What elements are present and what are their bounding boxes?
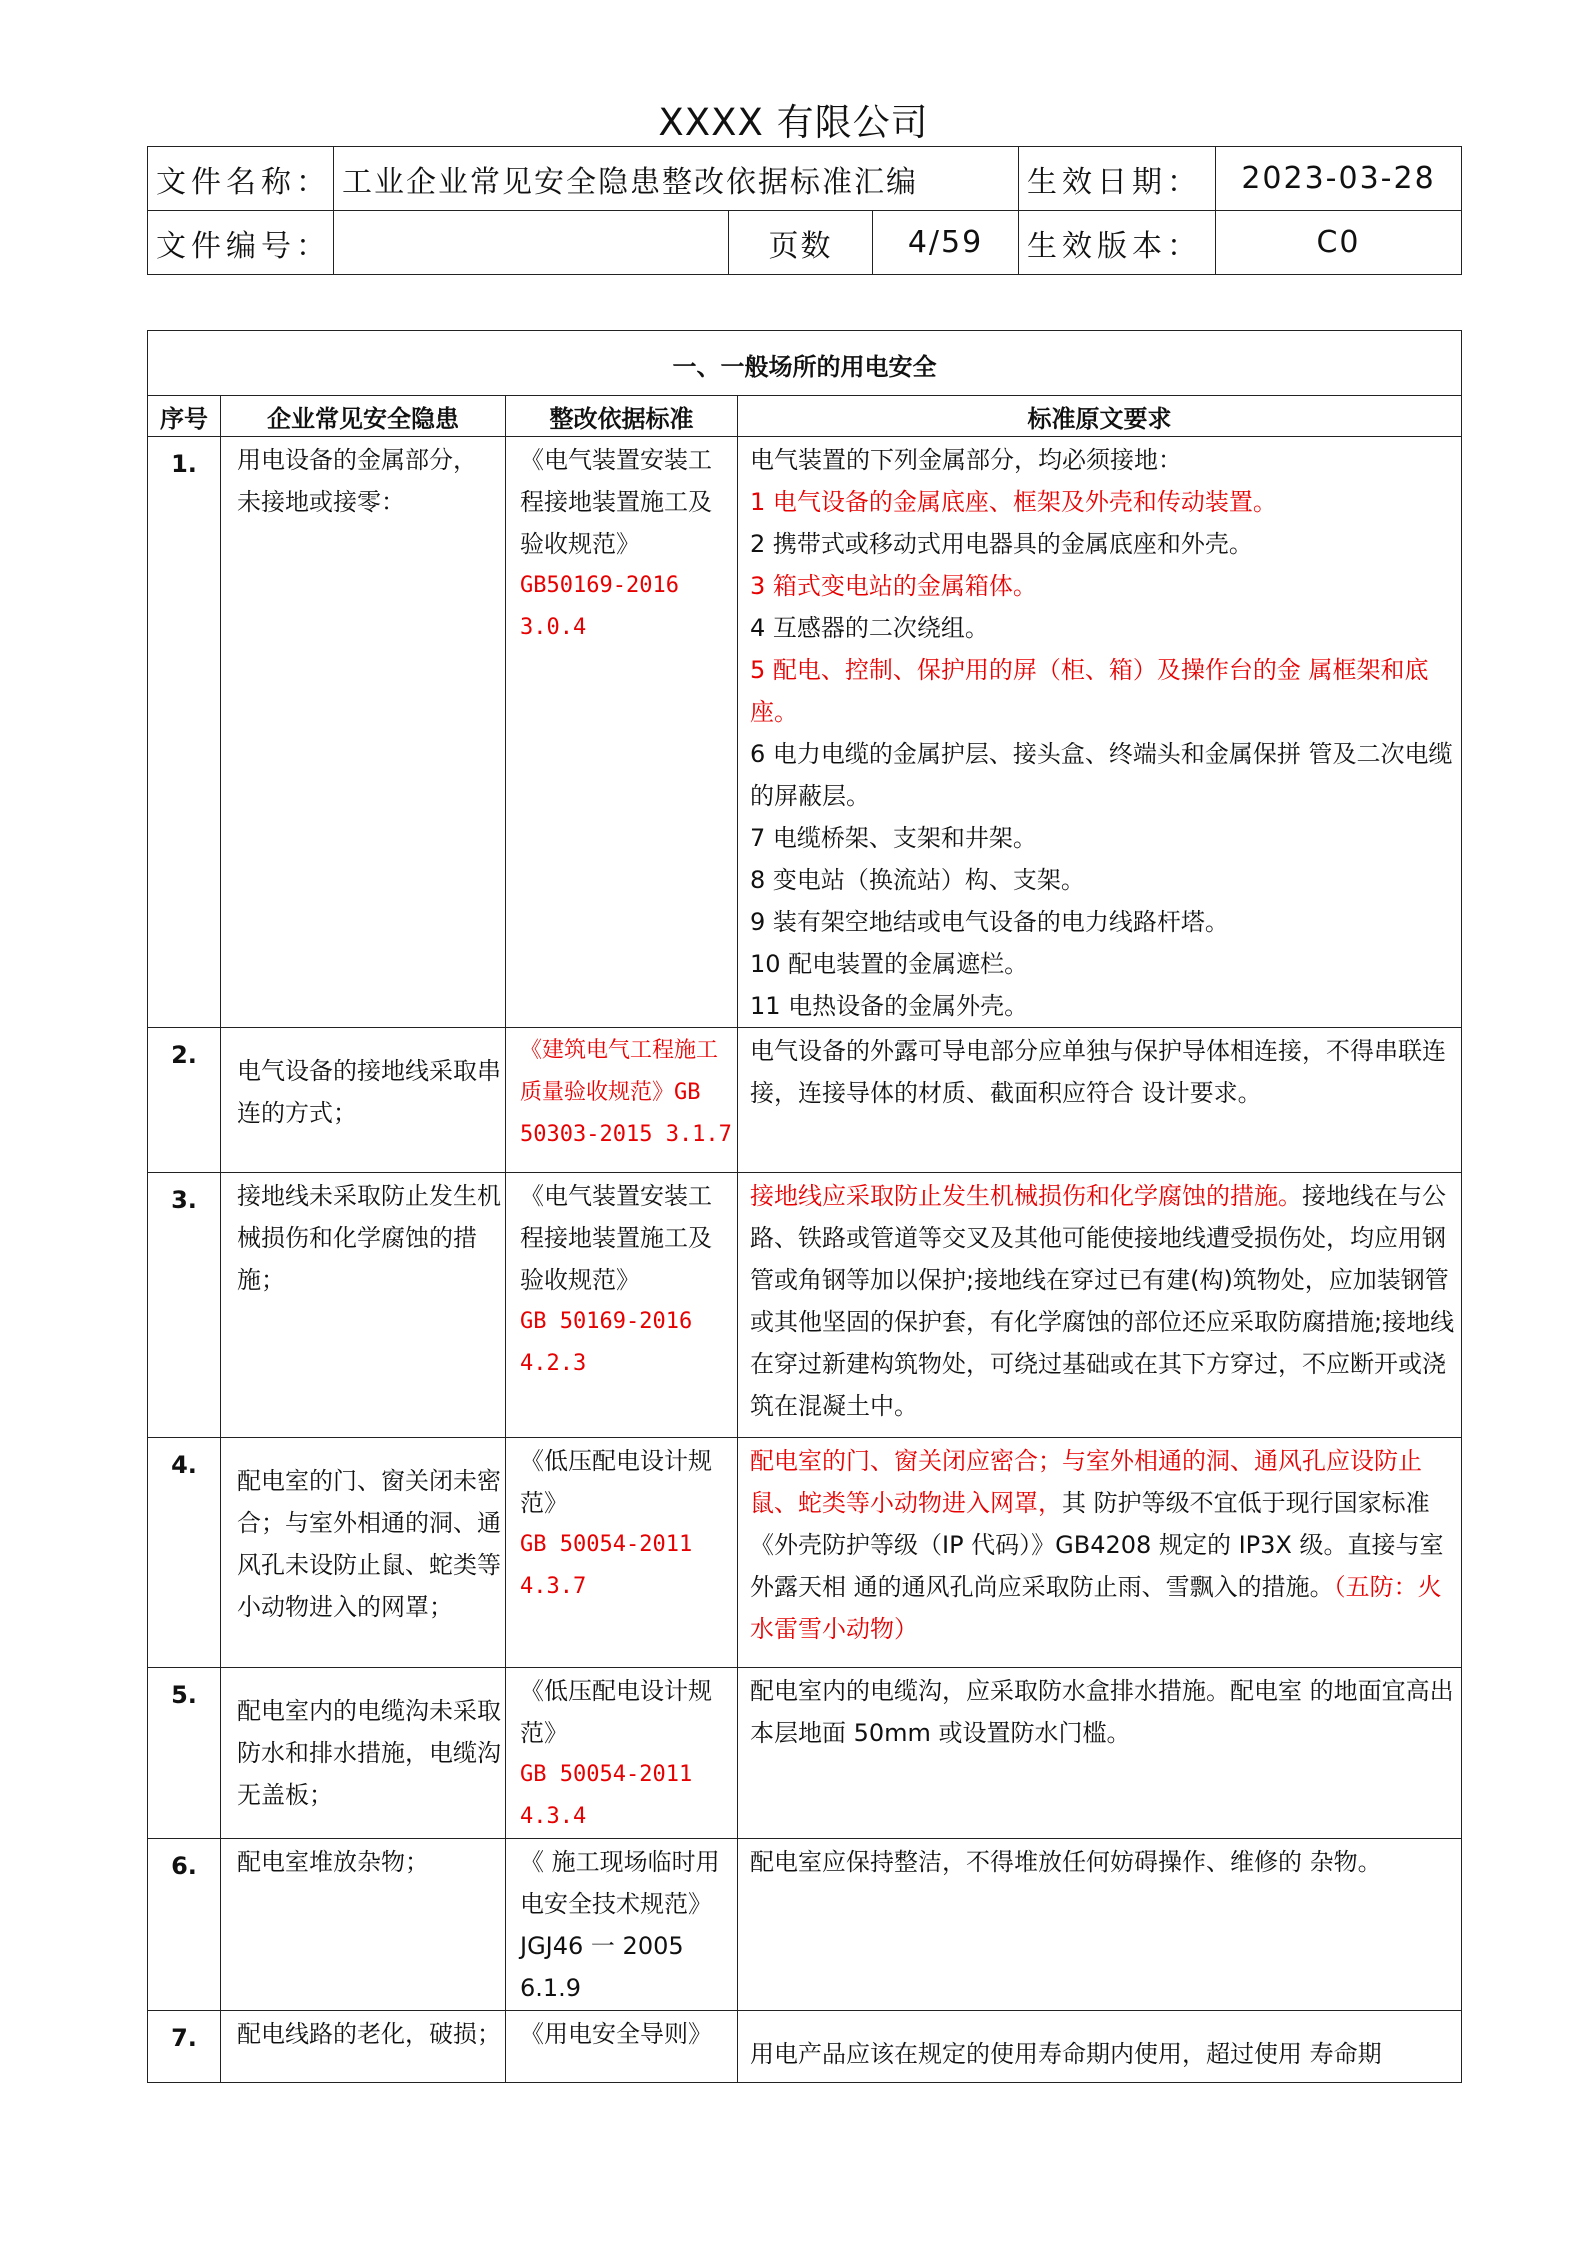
requirement-text: 电气设备的外露可导电部分应单独与保护导体相连接，不得串联连接，连接导体的材质、截面积应符合 设计要求。 [750, 1037, 1446, 1107]
standard-name: 《低压配电设计规范》 [520, 1447, 712, 1517]
requirement-cell [738, 437, 1462, 1028]
row-number: 5. [148, 1668, 221, 1839]
requirement-item: 2 携带式或移动式用电器具的金属底座和外壳。 [750, 530, 1253, 558]
hazard-cell: 用电设备的金属部分， 未接地或接零： [221, 437, 506, 1028]
requirement-item: 3 箱式变电站的金属箱体。 [750, 572, 1037, 600]
pages-value: 4/59 [873, 211, 1019, 275]
standard-code: GB 50169-2016 4.2.3 [520, 1309, 693, 1376]
requirement-item: 11 电热设备的金属外壳。 [750, 992, 1029, 1020]
section-title: 一、一般场所的用电安全 [148, 331, 1462, 396]
hazard-cell: 配电线路的老化，破损； [221, 2011, 506, 2083]
basis-cell [506, 2011, 738, 2083]
requirement-item: 10 配电装置的金属遮栏。 [750, 950, 1029, 978]
standard-code: GB 50054-2011 4.3.7 [520, 1532, 693, 1599]
basis-cell [506, 1438, 738, 1668]
standard-code: GB50169-2016 3.0.4 [520, 573, 679, 640]
column-header-basis: 整改依据标准 [506, 396, 738, 437]
requirement-cell [738, 1173, 1462, 1438]
column-header-no: 序号 [148, 396, 221, 437]
requirement-item: 6 电力电缆的金属护层、接头盒、终端头和金属保拼 管及二次电缆的屏蔽层。 [750, 740, 1453, 810]
version-value: C0 [1216, 211, 1462, 275]
row-number: 2. [148, 1028, 221, 1173]
requirement-text: 配电室内的电缆沟，应采取防水盒排水措施。配电室 的地面宜高出本层地面 50mm 或设置防水门槛。 [750, 1677, 1454, 1747]
standard-name: 《用电安全导则》 [520, 2020, 712, 2048]
standard-name: 《电气装置安装工程接地装置施工及验收规范》 [520, 446, 712, 558]
requirement-intro: 电气装置的下列金属部分，均必须接地： [750, 446, 1182, 474]
hazard-cell: 配电室的门、窗关闭未密合；与室外相通的洞、通风孔未设防止鼠、蛇类等小动物进入的网罩； [221, 1438, 506, 1668]
requirement-item: 9 装有架空地结或电气设备的电力线路杆塔。 [750, 908, 1229, 936]
requirement-item: 1 电气设备的金属底座、框架及外壳和传动装置。 [750, 488, 1277, 516]
requirement-cell [738, 1839, 1462, 2011]
requirement-item: 4 互感器的二次绕组。 [750, 614, 989, 642]
table-body [148, 437, 1462, 2083]
requirement-cell [738, 2011, 1462, 2083]
basis-cell [506, 1173, 738, 1438]
file-number-value [334, 211, 729, 275]
requirement-cell [738, 1438, 1462, 1668]
row-number: 7. [148, 2011, 221, 2083]
table-row [148, 1839, 1462, 2011]
table-row [148, 437, 1462, 1028]
table-row [148, 1028, 1462, 1173]
pages-label: 页数 [729, 211, 873, 275]
table-row [148, 2011, 1462, 2083]
table-row [148, 1438, 1462, 1668]
row-number: 3. [148, 1173, 221, 1438]
standard-name: 《 施工现场临时用电安全技术规范》 JGJ46 一 2005 6.1.9 [520, 1848, 720, 2002]
file-name-value: 工业企业常见安全隐患整改依据标准汇编 [334, 147, 1019, 211]
requirement-cell [738, 1028, 1462, 1173]
standard-name: 《电气装置安装工程接地装置施工及验收规范》 [520, 1182, 712, 1294]
document-header-table [147, 146, 1462, 275]
company-title: XXXX 有限公司 [658, 101, 929, 144]
column-header-text: 标准原文要求 [738, 396, 1462, 437]
basis-cell [506, 1668, 738, 1839]
requirement-text: 接地线在与公路、铁路或管道等交叉及其他可能使接地线遭受损伤处，均应用钢管或角钢等加以保护;接地线在穿过已有建(构)筑物处，应加装钢管或其他坚固的保护套，有化学腐蚀的部位还应采取防腐措施;接地线在穿过新建构筑物处，可绕过基础或在其下方穿过，不应断开或浇筑在混凝土中。 [750, 1182, 1455, 1420]
basis-cell [506, 1839, 738, 2011]
row-number: 6. [148, 1839, 221, 2011]
requirement-text: 其 防护等级不宜低于现行国家标准《外壳防护等级（IP 代码）》GB4208 规定的 IP3X 级。直接与室外露天相 通的通风孔尚应采取防止雨、雪飘入的措施。 [750, 1489, 1444, 1601]
requirement-item: 8 变电站（换流站）构、支架。 [750, 866, 1085, 894]
hazard-cell: 配电室内的电缆沟未采取防水和排水措施，电缆沟无盖板； [221, 1668, 506, 1839]
file-number-label: 文件编号： [148, 211, 334, 275]
column-header-hazard: 企业常见安全隐患 [221, 396, 506, 437]
table-row [148, 1668, 1462, 1839]
requirement-text: 接地线应采取防止发生机械损伤和化学腐蚀的措施。 [750, 1182, 1302, 1210]
basis-cell [506, 437, 738, 1028]
requirement-text: 配电室的门、窗关闭应密合；与室外相通的洞、通风孔应设防止鼠、蛇类等小动物进入网罩， [750, 1447, 1422, 1517]
effective-date-label: 生效日期： [1019, 147, 1216, 211]
requirement-text: 配电室应保持整洁，不得堆放任何妨碍操作、维修的 杂物。 [750, 1848, 1382, 1876]
file-name-label: 文件名称： [148, 147, 334, 211]
requirement-text: 用电产品应该在规定的使用寿命期内使用，超过使用 寿命期 [750, 2040, 1382, 2068]
requirement-item: 7 电缆桥架、支架和井架。 [750, 824, 1037, 852]
requirement-item: 5 配电、控制、保护用的屏（柜、箱）及操作台的金 属框架和底座。 [750, 656, 1429, 726]
hazard-cell: 接地线未采取防止发生机械损伤和化学腐蚀的措施； [221, 1173, 506, 1438]
effective-date-value: 2023-03-28 [1216, 147, 1462, 211]
standard-code: GB 50054-2011 4.3.4 [520, 1762, 693, 1829]
hazard-cell: 配电室堆放杂物； [221, 1839, 506, 2011]
requirement-text: （五防：火水雷雪小动物） [750, 1573, 1442, 1643]
table-row [148, 1173, 1462, 1438]
standard-name: 《低压配电设计规范》 [520, 1677, 712, 1747]
hazard-table [147, 330, 1462, 2083]
version-label: 生效版本： [1019, 211, 1216, 275]
row-number: 1. [148, 437, 221, 1028]
requirement-cell [738, 1668, 1462, 1839]
standard-code: 《建筑电气工程施工质量验收规范》GB 50303-2015 3.1.7 [520, 1038, 732, 1147]
basis-cell [506, 1028, 738, 1173]
row-number: 4. [148, 1438, 221, 1668]
hazard-cell: 电气设备的接地线采取串连的方式； [221, 1028, 506, 1173]
